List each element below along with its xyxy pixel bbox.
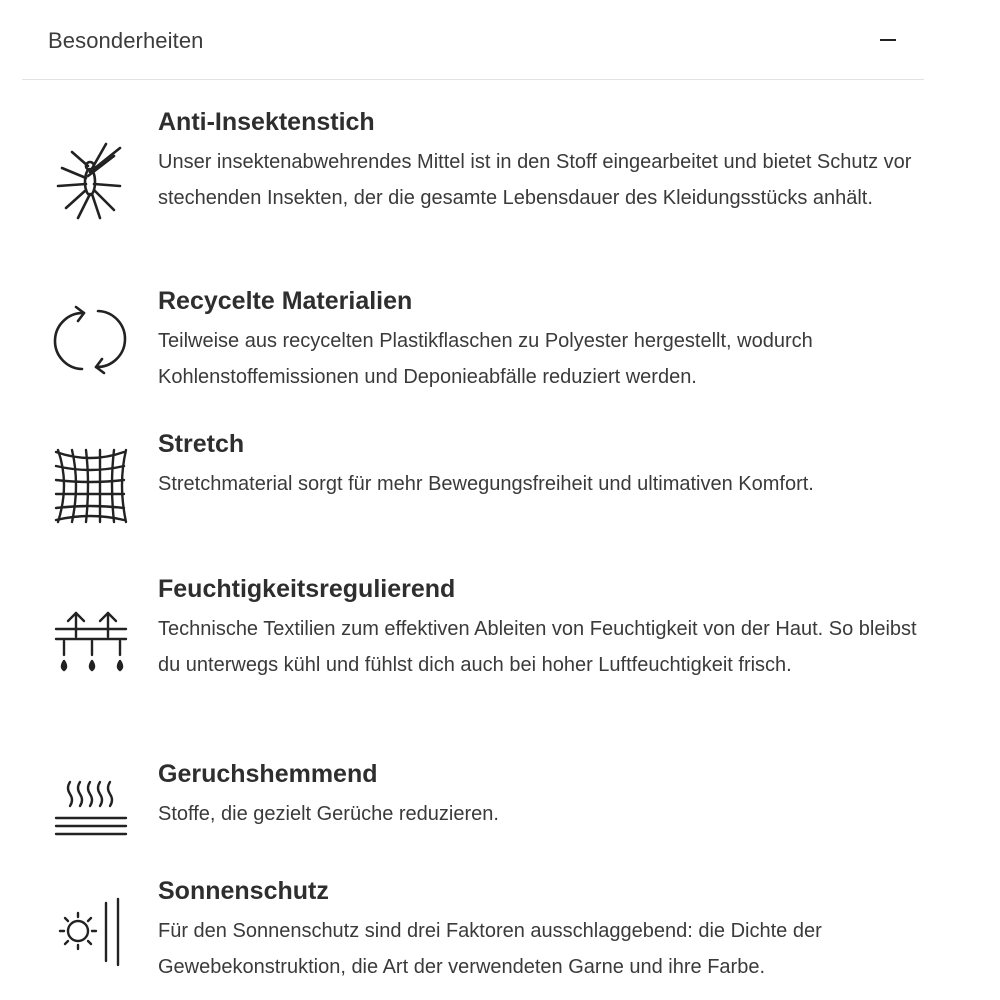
feature-title: Geruchshemmend xyxy=(158,760,378,788)
feature-title: Sonnenschutz xyxy=(158,877,329,905)
feature-title: Feuchtigkeitsregulierend xyxy=(158,575,456,603)
stretch-grid-icon xyxy=(48,442,132,526)
recycle-icon xyxy=(48,297,132,381)
feature-title: Stretch xyxy=(158,430,245,458)
moisture-wicking-icon xyxy=(48,603,132,687)
feature-description: Für den Sonnenschutz sind drei Faktoren ausschlaggebend: die Dichte der Gewebekonstruktion, die Art der verwendeten Garne und ihre Farbe. xyxy=(158,920,822,978)
odor-control-icon xyxy=(48,762,132,846)
sun-protection-icon xyxy=(48,889,132,973)
feature-title: Recycelte Materialien xyxy=(158,287,413,315)
feature-description: Unser insektenabwehrendes Mittel ist in den Stoff eingearbeitet und bietet Schutz vor stechenden Insekten, der die gesamte Lebensdauer des Kleidungsstücks anhält. xyxy=(158,151,912,209)
insect-icon xyxy=(48,142,132,226)
section-title: Besonderheiten xyxy=(48,28,204,53)
feature-description: Technische Textilien zum effektiven Ableiten von Feuchtigkeit von der Haut. So bleibst du unterwegs kühl und fühlst dich auch bei hoher Luftfeuchtigkeit frisch. xyxy=(158,618,917,676)
feature-description: Stoffe, die gezielt Gerüche reduzieren. xyxy=(158,803,499,825)
minus-icon[interactable] xyxy=(880,39,896,41)
feature-title: Anti-Insektenstich xyxy=(158,108,375,136)
feature-description: Stretchmaterial sorgt für mehr Bewegungsfreiheit und ultimativen Komfort. xyxy=(158,473,814,495)
accordion-header[interactable] xyxy=(22,0,924,80)
feature-description: Teilweise aus recycelten Plastikflaschen zu Polyester hergestellt, wodurch Kohlenstoffemissionen und Deponieabfälle reduziert werden. xyxy=(158,330,813,388)
